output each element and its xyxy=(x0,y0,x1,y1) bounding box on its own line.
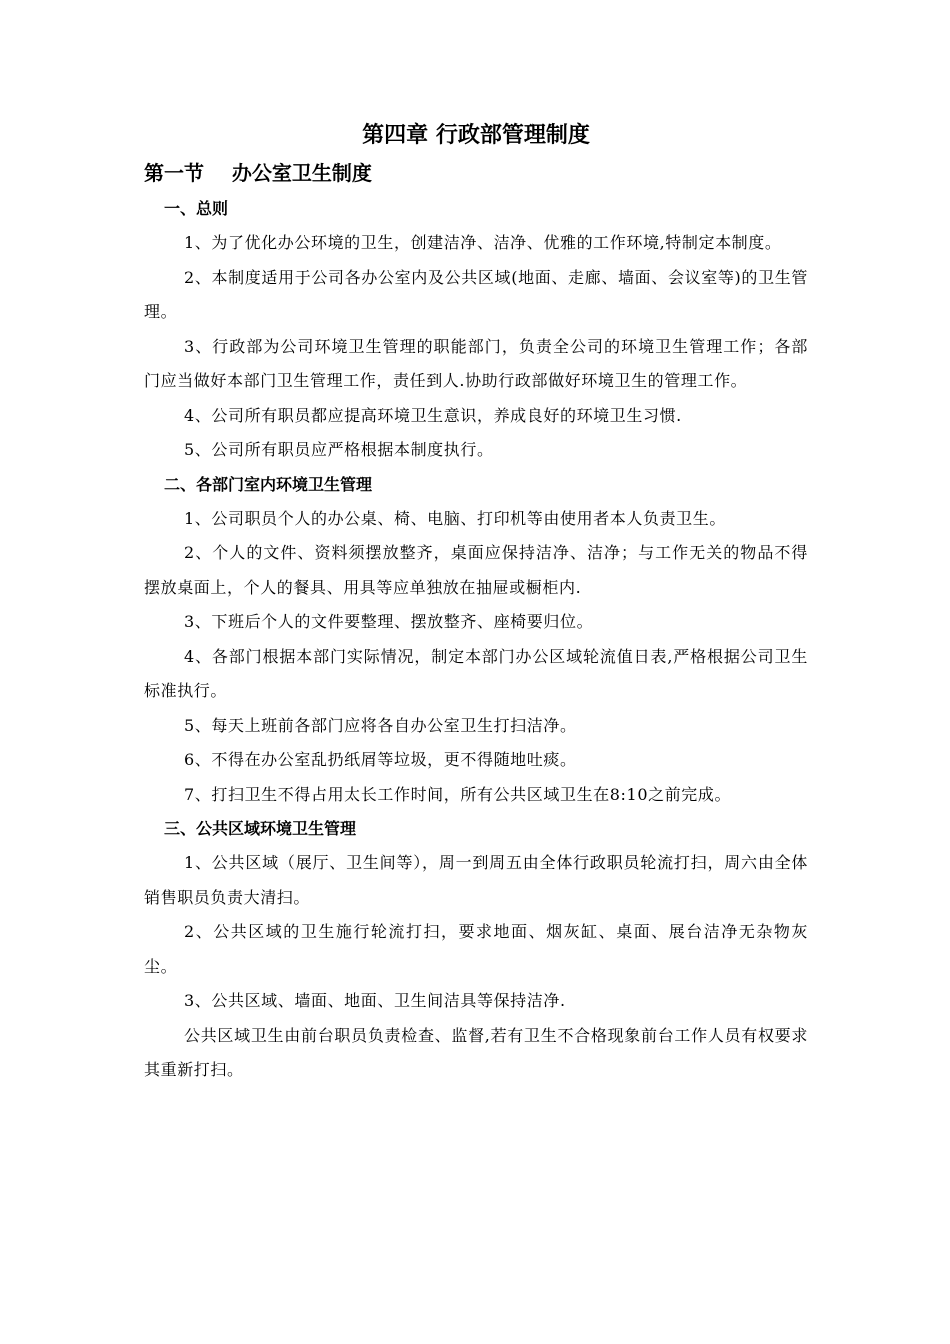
part-indoor-hygiene xyxy=(144,468,808,813)
document-body xyxy=(144,118,808,1088)
paragraph: 3、下班后个人的文件要整理、摆放整齐、座椅要归位。 xyxy=(184,612,594,631)
paragraph: 公共区域卫生由前台职员负责检查、监督,若有卫生不合格现象前台工作人员有权要求其重新打扫。 xyxy=(144,1025,808,1079)
paragraph: 2、个人的文件、资料须摆放整齐，桌面应保持洁净、洁净；与工作无关的物品不得摆放桌面上，个人的餐具、用具等应单独放在抽屉或橱柜内. xyxy=(144,543,808,597)
part-heading: 二、各部门室内环境卫生管理 xyxy=(164,474,373,494)
paragraph: 5、每天上班前各部门应将各自办公室卫生打扫洁净。 xyxy=(184,715,577,735)
paragraph: 2、本制度适用于公司各办公室内及公共区域(地面、走廊、墙面、会议室等)的卫生管理。 xyxy=(144,267,808,321)
section-title: 第一节 办公室卫生制度 xyxy=(144,161,372,185)
paragraph: 3、行政部为公司环境卫生管理的职能部门，负责全公司的环境卫生管理工作；各部门应当做好本部门卫生管理工作，责任到人.协助行政部做好环境卫生的管理工作。 xyxy=(144,336,808,390)
paragraph: 1、公共区域（展厅、卫生间等），周一到周五由全体行政职员轮流打扫，周六由全体销售职员负责大清扫。 xyxy=(144,853,808,907)
paragraph: 6、不得在办公室乱扔纸屑等垃圾，更不得随地吐痰。 xyxy=(184,750,577,769)
part-general xyxy=(144,192,808,468)
paragraph: 1、公司职员个人的办公桌、椅、电脑、打印机等由使用者本人负责卫生。 xyxy=(184,508,726,528)
paragraph: 7、打扫卫生不得占用太长工作时间，所有公共区域卫生在8:10之前完成。 xyxy=(184,784,732,804)
paragraph: 5、公司所有职员应严格根据本制度执行。 xyxy=(184,440,494,459)
part-heading: 三、公共区域环境卫生管理 xyxy=(164,819,357,838)
part-public-area-hygiene xyxy=(144,812,808,1088)
paragraph: 4、公司所有职员都应提高环境卫生意识，养成良好的环境卫生习惯. xyxy=(184,405,682,425)
chapter-title: 第四章 行政部管理制度 xyxy=(362,123,590,148)
paragraph: 2、公共区域的卫生施行轮流打扫，要求地面、烟灰缸、桌面、展台洁净无杂物灰尘。 xyxy=(144,922,808,976)
paragraph: 1、为了优化办公环境的卫生，创建洁净、洁净、优雅的工作环境,特制定本制度。 xyxy=(184,233,782,252)
paragraph: 3、公共区域、墙面、地面、卫生间洁具等保持洁净. xyxy=(184,991,566,1010)
paragraph: 4、各部门根据本部门实际情况，制定本部门办公区域轮流值日表,严格根据公司卫生标准执行。 xyxy=(144,646,808,700)
part-heading: 一、总则 xyxy=(164,199,229,218)
